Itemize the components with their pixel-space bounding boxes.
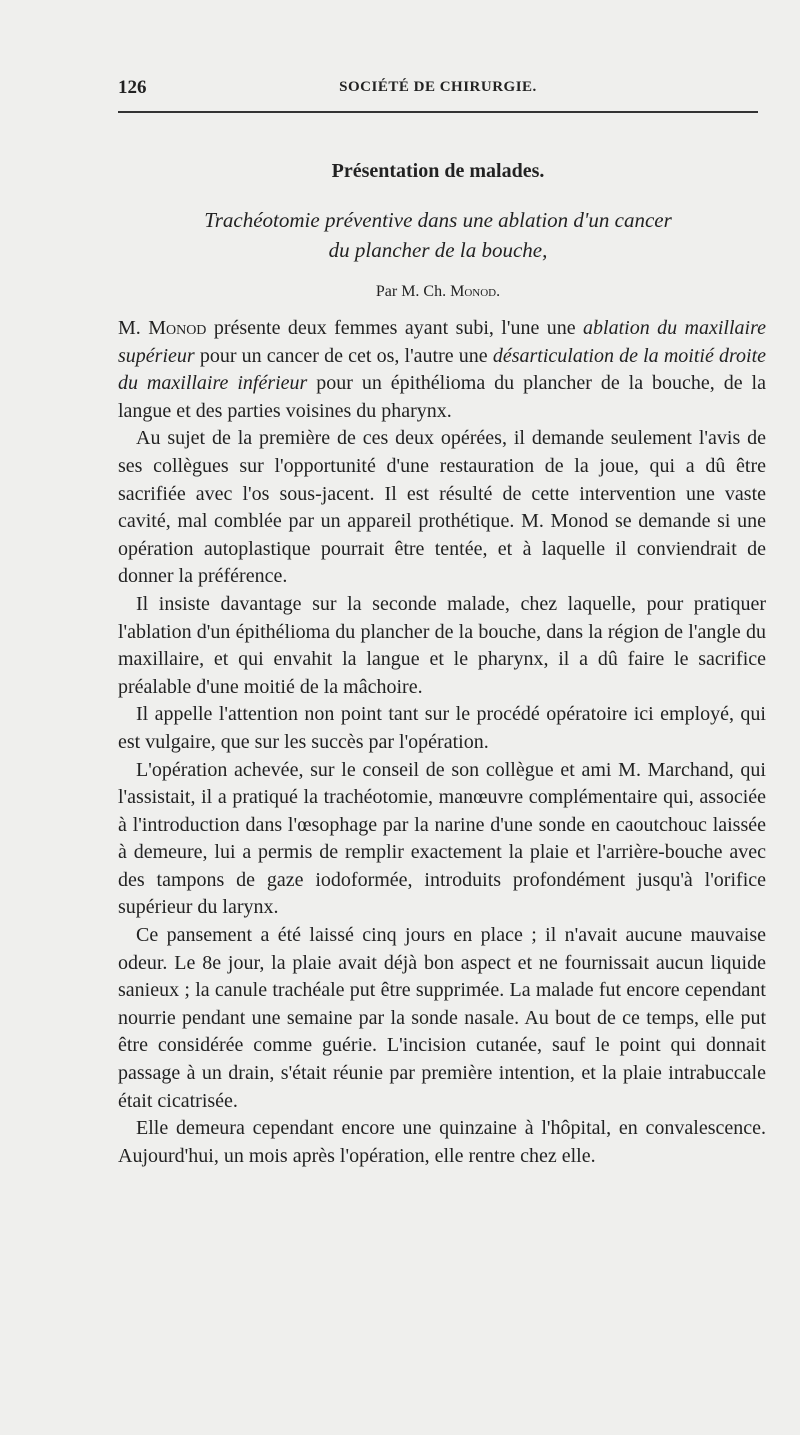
section-heading: Présentation de malades.: [331, 160, 545, 182]
article-title-line-1: Trachéotomie préventive dans une ablation d'un cancer: [204, 208, 672, 232]
byline-author: Monod: [450, 283, 497, 300]
byline: [118, 283, 758, 301]
byline-suffix: .: [496, 283, 501, 300]
p1-text-g: pour un épithélioma du plancher de la bouche, de la langue et des parties voisines du pharynx.: [118, 372, 766, 422]
paragraph-2: Au sujet de la première de ces deux opérées, il demande seulement l'avis de ses collègues sur l'opportunité d'une restauration de la joue, qui a dû être sacrifiée avec l'os sous-jacent. Il est résulté de cette intervention une vaste cavité, mal comblée par un appareil prothétique. M. Monod se demande si une opération autoplastique pourrait être tentée, et à laquelle il conviendrait de donner la préférence.: [118, 427, 766, 588]
p1-text-c: présente deux femmes ayant subi, l'une une: [206, 317, 584, 339]
header-rule: [118, 111, 758, 113]
paragraph-6: Ce pansement a été laissé cinq jours en place ; il n'avait aucune mauvaise odeur. Le 8e jour, la plaie avait déjà bon aspect et ne fournissait aucun liquide sanieux ; la canule trachéale put être supprimée. La malade fut encore cependant nourrie pendant une semaine par la sonde nasale. Au bout de ce temps, elle put être considérée comme guérie. L'incision cutanée, sauf le point qui donnait passage à un drain, s'était réunie par première intention, et la plaie intrabuccale était cicatrisée.: [118, 924, 766, 1112]
page-header: [118, 77, 758, 101]
p1-italic-2: désarticulation de la moitié droite du maxillaire inférieur: [118, 344, 767, 395]
paragraph-7: Elle demeura cependant encore une quinzaine à l'hôpital, en convalescence. Aujourd'hui, un mois après l'opération, elle rentre chez elle.: [118, 1117, 766, 1167]
p1-text-a: M.: [118, 317, 149, 339]
p1-italic-1: ablation du maxillaire supérieur: [118, 317, 766, 367]
article-title-line-2: du plancher de la bouche,: [328, 238, 548, 262]
page-number: 126: [118, 77, 147, 98]
paragraph-4: Il appelle l'attention non point tant sur le procédé opératoire ici employé, qui est vulgaire, que sur les succès par l'opération.: [118, 703, 766, 753]
paragraph-5: L'opération achevée, sur le conseil de son collègue et ami M. Marchand, qui l'assistait, il a pratiqué la trachéotomie, manœuvre complémentaire qui, associée à l'introduction dans l'œsophage par la narine d'une sonde en caoutchouc laissée à demeure, lui a permis de remplir exactement la plaie et l'arrière-bouche avec des tampons de gaze iodoformée, introduits profondément jusqu'à l'orifice supérieur du larynx.: [118, 758, 766, 919]
p1-text-e: pour un cancer de cet os, l'autre une: [194, 344, 493, 367]
running-title: SOCIÉTÉ DE CHIRURGIE.: [339, 79, 537, 95]
paragraph-3: Il insiste davantage sur la seconde malade, chez laquelle, pour pratiquer l'ablation d'un épithélioma du plancher de la bouche, dans la région de l'angle du maxillaire, et qui envahit la langue et le pharynx, il a dû faire le sacrifice préalable d'une moitié de la mâchoire.: [118, 592, 766, 698]
article-title: [118, 205, 758, 265]
byline-prefix: Par M. Ch.: [375, 283, 451, 300]
article-body: [118, 315, 766, 1170]
paragraph-1: [118, 315, 766, 425]
p1-author: Monod: [148, 317, 207, 339]
